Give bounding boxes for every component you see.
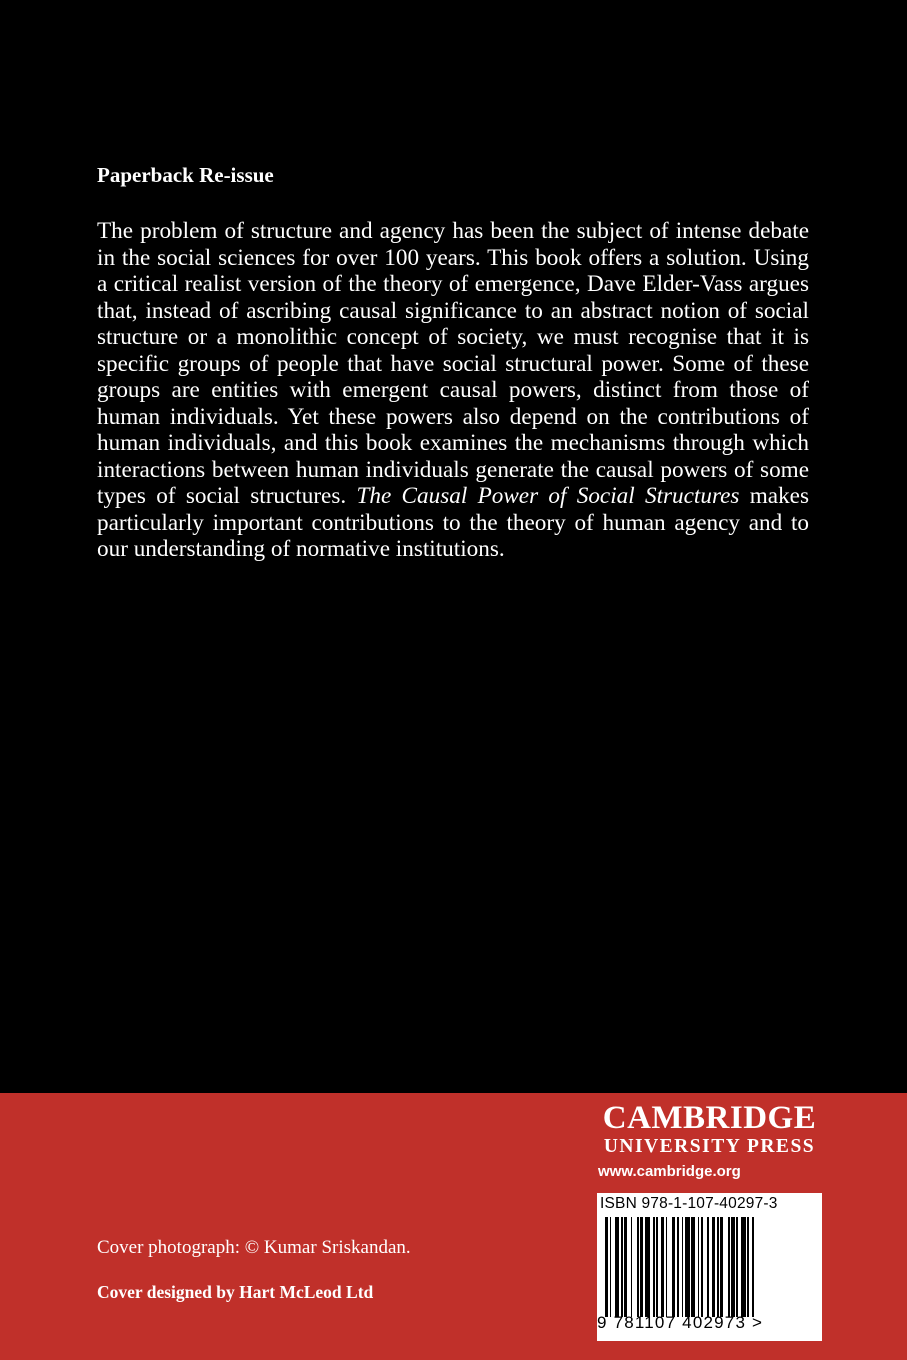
book-description xyxy=(97,218,809,563)
description-text: The problem of structure and agency has been the subject of intense debate in the social sciences for over 100 years. This book offers a solution. Using a critical realist version of the theory of emergence, Dave Elder-Vass argues that, instead of ascribing causal significance to an abstract notion of social structure or a monolithic concept of society, we must recognise that it is specific groups of people that have social structural power. Some of these groups are entities with emergent causal powers, distinct from those of human individuals. Yet these powers also depend on the contributions of human individuals, and this book examines the mechanisms through which interactions between human individuals generate the causal powers of some types of social structures. xyxy=(97,218,809,509)
barcode-bar xyxy=(672,1217,675,1317)
barcode-bar xyxy=(615,1217,620,1317)
isbn-barcode xyxy=(597,1193,822,1341)
barcode-bar xyxy=(624,1217,627,1317)
barcode-bar xyxy=(736,1217,738,1317)
barcode-bar xyxy=(720,1217,723,1317)
barcode-bar xyxy=(666,1217,668,1317)
barcode-bar xyxy=(656,1217,658,1317)
barcode-bar xyxy=(637,1217,639,1317)
barcode-bar xyxy=(645,1217,650,1317)
section-heading: Paperback Re-issue xyxy=(97,163,274,187)
book-title-italic: The Causal Power of Social Structures xyxy=(356,483,740,509)
barcode-bar xyxy=(707,1217,709,1317)
description-text-end: makes particularly important contributions to the theory of human agency and to our understanding of normative institutions. xyxy=(97,483,809,562)
publisher-logo xyxy=(597,1100,822,1158)
photo-credit: Cover photograph: © Kumar Sriskandan. xyxy=(97,1237,411,1258)
publisher-url: www.cambridge.org xyxy=(598,1163,741,1180)
barcode-bar xyxy=(610,1217,612,1317)
barcode-bar xyxy=(712,1217,715,1317)
barcode-bar xyxy=(677,1217,679,1317)
isbn-label: ISBN 978-1-107-40297-3 xyxy=(600,1195,778,1212)
barcode-bar xyxy=(717,1217,719,1317)
barcode-bar xyxy=(741,1217,746,1317)
barcode-bar xyxy=(621,1217,623,1317)
barcode-bar xyxy=(698,1217,700,1317)
barcode-bar xyxy=(691,1217,694,1317)
barcode-bar xyxy=(731,1217,734,1317)
barcode-bar xyxy=(640,1217,643,1317)
barcode-bar xyxy=(685,1217,690,1317)
barcode-number: 9 781107 402973 > xyxy=(597,1313,764,1332)
barcode-bar xyxy=(653,1217,655,1317)
design-credit: Cover designed by Hart McLeod Ltd xyxy=(97,1282,374,1302)
publisher-subtitle: UNIVERSITY PRESS xyxy=(603,1136,816,1157)
barcode-bar xyxy=(752,1217,754,1317)
barcode-bar xyxy=(682,1217,684,1317)
barcode-bar xyxy=(661,1217,664,1317)
barcode-bars xyxy=(605,1217,800,1317)
barcode-bar xyxy=(728,1217,730,1317)
barcode-bar xyxy=(605,1217,608,1317)
barcode-bar xyxy=(701,1217,703,1317)
publisher-name: CAMBRIDGE xyxy=(602,1100,817,1136)
barcode-bar xyxy=(747,1217,749,1317)
barcode-bar xyxy=(631,1217,633,1317)
